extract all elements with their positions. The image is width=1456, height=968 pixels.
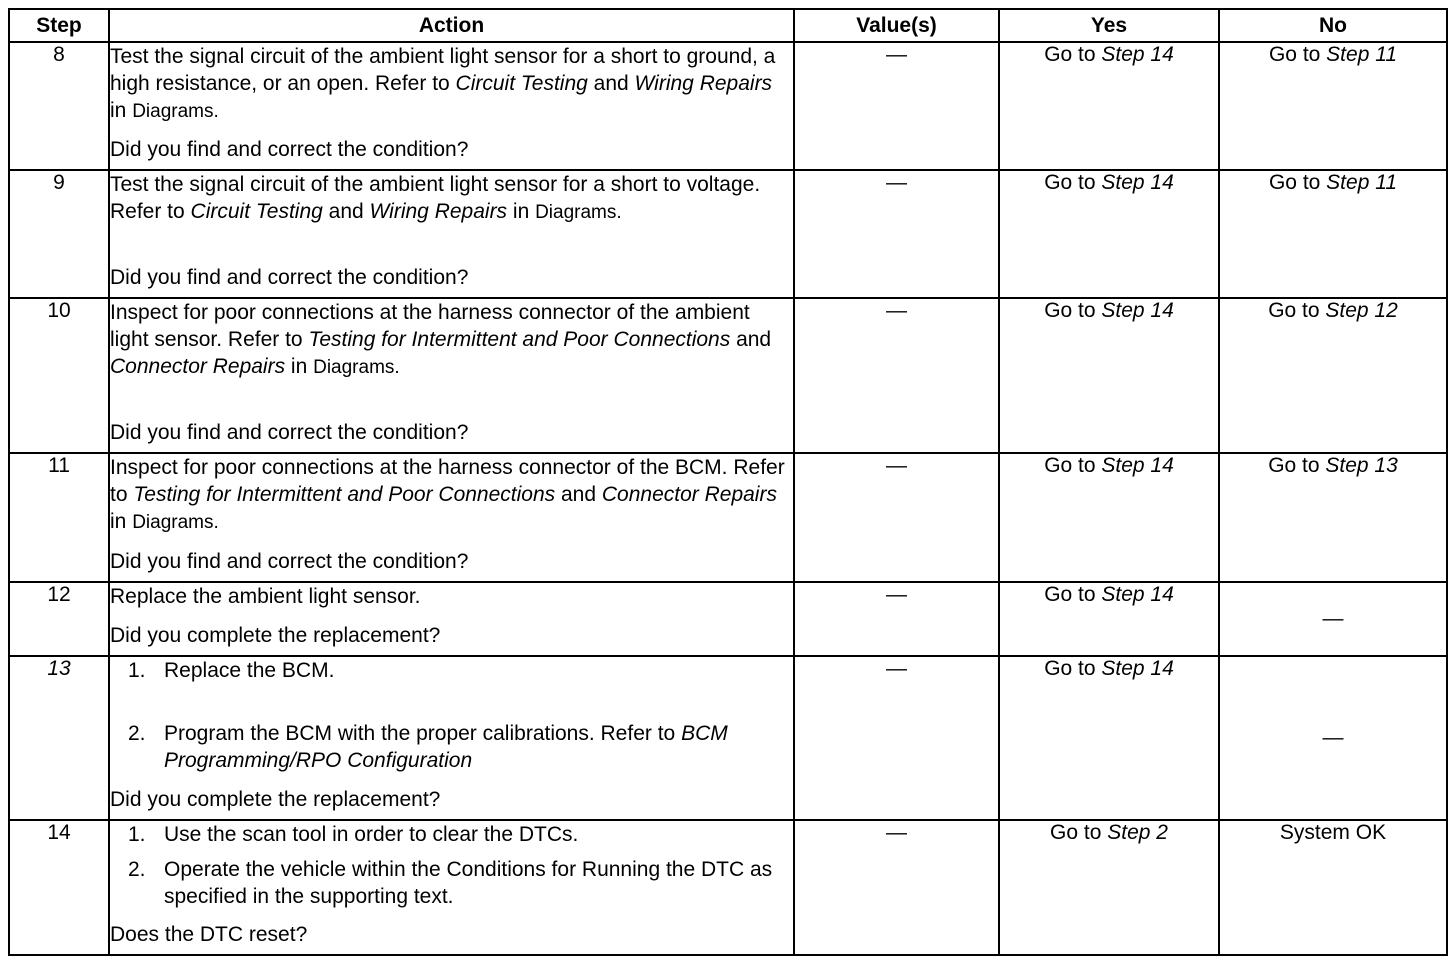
ref-testing-intermittent: Testing for Intermittent and Poor Connections bbox=[133, 483, 556, 506]
diagnostic-table bbox=[8, 8, 1448, 956]
action-cell bbox=[109, 582, 794, 656]
step-number: 12 bbox=[9, 582, 109, 656]
ref-circuit-testing: Circuit Testing bbox=[455, 72, 588, 95]
table-row bbox=[9, 820, 1447, 955]
ref-connector-repairs: Connector Repairs bbox=[601, 483, 777, 506]
yes-cell: Go to Step 14 bbox=[999, 453, 1219, 582]
no-cell: Go to Step 13 bbox=[1219, 453, 1447, 582]
action-question: Did you find and correct the condition? bbox=[110, 421, 469, 444]
header-row bbox=[9, 9, 1447, 42]
step-number: 11 bbox=[9, 453, 109, 582]
ref-testing-intermittent: Testing for Intermittent and Poor Connections bbox=[308, 328, 731, 351]
action-text: Replace the ambient light sensor. bbox=[110, 585, 421, 608]
table-row bbox=[9, 170, 1447, 298]
yes-cell: Go to Step 14 bbox=[999, 42, 1219, 170]
action-cell bbox=[109, 820, 794, 955]
ref-connector-repairs: Connector Repairs bbox=[110, 355, 286, 378]
action-cell bbox=[109, 453, 794, 582]
value-cell: — bbox=[794, 298, 999, 453]
action-cell bbox=[109, 656, 794, 820]
step-number: 13 bbox=[9, 656, 109, 820]
action-text: Inspect for poor connections at the harness connector of the ambient light sensor. Refer to Testing for Intermittent and Poor Connections and Connector Repairs in Diagrams. bbox=[110, 301, 772, 378]
ref-wiring-repairs: Wiring Repairs bbox=[369, 200, 508, 223]
value-cell: — bbox=[794, 42, 999, 170]
action-text: Test the signal circuit of the ambient light sensor for a short to voltage. Refer to Circuit Testing and Wiring Repairs in Diagrams. bbox=[110, 173, 761, 223]
step-number: 9 bbox=[9, 170, 109, 298]
no-cell: Go to Step 12 bbox=[1219, 298, 1447, 453]
yes-cell: Go to Step 14 bbox=[999, 656, 1219, 820]
no-cell: — bbox=[1219, 582, 1447, 656]
action-question: Did you find and correct the condition? bbox=[110, 550, 469, 573]
action-cell bbox=[109, 42, 794, 170]
table-row bbox=[9, 42, 1447, 170]
action-question: Did you complete the replacement? bbox=[110, 788, 441, 811]
value-cell: — bbox=[794, 656, 999, 820]
ref-bcm-programming: BCM Programming/RPO Configuration bbox=[164, 722, 728, 772]
step-number: 8 bbox=[9, 42, 109, 170]
yes-cell: Go to Step 2 bbox=[999, 820, 1219, 955]
step-number: 14 bbox=[9, 820, 109, 955]
no-cell: System OK bbox=[1219, 820, 1447, 955]
header-values: Value(s) bbox=[794, 9, 999, 42]
list-item: 2. Program the BCM with the proper calibrations. Refer to BCM Programming/RPO Configuration bbox=[128, 722, 728, 772]
action-question: Did you find and correct the condition? bbox=[110, 266, 469, 289]
yes-cell: Go to Step 14 bbox=[999, 170, 1219, 298]
header-action: Action bbox=[109, 9, 794, 42]
action-cell bbox=[109, 170, 794, 298]
value-cell: — bbox=[794, 820, 999, 955]
action-text: Test the signal circuit of the ambient light sensor for a short to ground, a high resistance, or an open. Refer to Circuit Testing and Wiring Repairs in Diagrams. bbox=[110, 45, 776, 122]
yes-cell: Go to Step 14 bbox=[999, 582, 1219, 656]
ref-diagrams: Diagrams. bbox=[535, 202, 622, 223]
list-item: 1. Use the scan tool in order to clear the DTCs. bbox=[128, 823, 579, 846]
table-row bbox=[9, 298, 1447, 453]
action-step-list bbox=[110, 821, 793, 910]
action-cell bbox=[109, 298, 794, 453]
header-yes: Yes bbox=[999, 9, 1219, 42]
header-no: No bbox=[1219, 9, 1447, 42]
action-text: Inspect for poor connections at the harness connector of the BCM. Refer to Testing for Intermittent and Poor Connections and Connector Repairs in Diagrams. bbox=[110, 456, 785, 533]
action-step-list bbox=[110, 657, 793, 774]
value-cell: — bbox=[794, 170, 999, 298]
no-cell: Go to Step 11 bbox=[1219, 42, 1447, 170]
no-cell: — bbox=[1219, 656, 1447, 820]
no-cell: Go to Step 11 bbox=[1219, 170, 1447, 298]
ref-wiring-repairs: Wiring Repairs bbox=[634, 72, 773, 95]
list-item: 1. Replace the BCM. bbox=[128, 659, 335, 682]
action-question: Does the DTC reset? bbox=[110, 923, 308, 946]
ref-diagrams: Diagrams. bbox=[313, 357, 400, 378]
value-cell: — bbox=[794, 453, 999, 582]
ref-diagrams: Diagrams. bbox=[132, 101, 219, 122]
table-row bbox=[9, 453, 1447, 582]
list-item: 2. Operate the vehicle within the Conditions for Running the DTC as specified in the supporting text. bbox=[128, 858, 773, 908]
ref-diagrams: Diagrams. bbox=[132, 512, 219, 533]
step-number: 10 bbox=[9, 298, 109, 453]
table-row bbox=[9, 582, 1447, 656]
header-step: Step bbox=[9, 9, 109, 42]
action-question: Did you find and correct the condition? bbox=[110, 138, 469, 161]
action-question: Did you complete the replacement? bbox=[110, 624, 441, 647]
table-row bbox=[9, 656, 1447, 820]
value-cell: — bbox=[794, 582, 999, 656]
yes-cell: Go to Step 14 bbox=[999, 298, 1219, 453]
ref-circuit-testing: Circuit Testing bbox=[190, 200, 323, 223]
